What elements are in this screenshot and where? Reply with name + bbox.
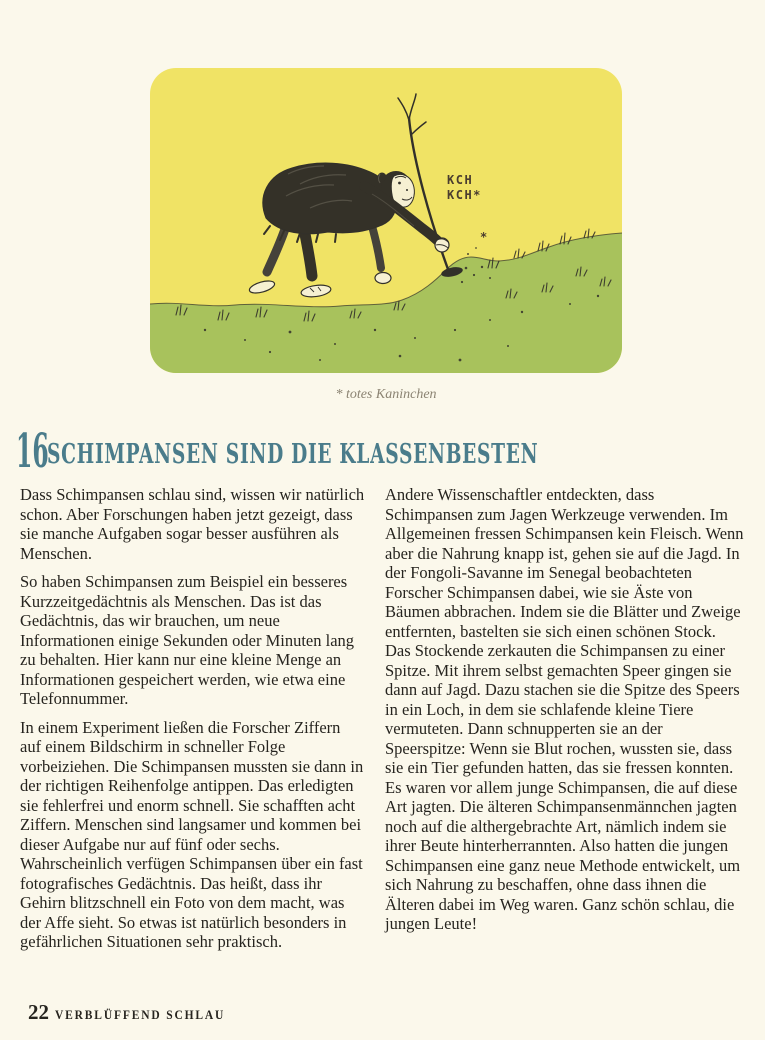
- article-columns: [20, 485, 745, 952]
- chimp-far-hand: [375, 273, 391, 284]
- sound-effect-line1: KCH: [447, 173, 474, 187]
- chimp-nostril: [406, 189, 408, 191]
- paragraph: In einem Experiment ließen die Forscher Ziffern auf einem Bildschirm in schneller Folge vorbeiziehen. Die Schimpansen mussten sie dann in der richtigen Reihenfolge antippen. Das erledigten sie fehlerfrei und enorm schnell. Sie schafften acht Ziffern. Menschen sind langsamer und kommen bei dieser Aufgabe nur auf fünf oder sechs. Wahrscheinlich verfügen Schimpansen über ein fast fotografisches Gedächtnis. Das heißt, dass ihr Gehirn blitzschnell ein Foto von dem macht, was der Affe sieht. So etwas ist natürlich besonders in gefährlichen Situationen sehr praktisch.: [20, 717, 364, 951]
- chapter-title: SCHIMPANSEN SIND DIE KLASSENBESTEN: [47, 439, 539, 470]
- page-number: 22: [28, 1000, 49, 1024]
- right-column: [385, 485, 745, 952]
- illustration-card: [150, 68, 622, 373]
- left-column: [20, 485, 365, 952]
- footnote-asterisk: *: [480, 230, 488, 244]
- chimp-near-foot: [300, 283, 331, 298]
- book-title: VERBLÜFFEND SCHLAU: [55, 1008, 226, 1022]
- chimp-eye: [398, 182, 401, 185]
- paragraph: Andere Wissenschaftler entdeckten, dass Schimpansen zum Jagen Werkzeuge verwenden. Im Allgemeinen fressen Schimpansen kein Fleisch. Wenn aber die Nahrung knapp ist, gehen sie auf die Jagd. In der Fongoli-Savanne im Senegal beobachteten Forscher Schimpansen dabei, wie sie Äste von Bäumen abbrachen. Indem sie die Blätter und Zweige entfernten, bastelten sie sich einen schönen Stock. Das Stockende zerkauten die Schimpansen zu einer Spitze. Mit ihrem selbst gemachten Speer gingen sie dann auf Jagd. Dazu stachen sie die Spitze des Speers in ein Loch, in dem sie schlafende kleine Tiere vermuteten. Dann schnupperten sie an der Speerspitze: Wenn sie Blut rochen, wussten sie, dass sie ein Tier gefunden hatten, das sie fressen konnten. Es waren vor allem junge Schimpansen, die auf diese Art jagten. Die älteren Schimpansenmännchen jagten noch auf die althergebrachte Art, nämlich indem sie ihrer Beute hinterherrannten. Also hatten die jungen Schimpansen eine ganz neue Methode entwickelt, um sich Nahrung zu beschaffen, ohne dass ihnen die Älteren dabei im Weg waren. Ganz schön schlau, die jungen Leute!: [385, 485, 744, 933]
- chapter-header: [16, 424, 759, 479]
- page-footer: [28, 1000, 240, 1025]
- illustration-caption: * totes Kaninchen: [335, 387, 437, 402]
- chimpanzee-illustration: [150, 68, 622, 373]
- chimpanzee: [248, 163, 449, 298]
- paragraph: So haben Schimpansen zum Beispiel ein besseres Kurzzeitgedächtnis als Menschen. Das ist das Gedächtnis, das wir brauchen, um neue Informationen einige Sekunden oder Minuten lang zu behalten. Hier kann nur eine kleine Menge an Informationen gespeichert werden, wie etwa eine Telefonnummer.: [20, 572, 355, 708]
- grass-hill: [150, 233, 622, 373]
- sound-effect-line2: KCH*: [447, 188, 482, 202]
- paragraph: Dass Schimpansen schlau sind, wissen wir natürlich schon. Aber Forschungen haben jetzt gezeigt, dass sie manche Aufgaben sogar besser ausführen als Menschen.: [20, 485, 365, 563]
- chapter-number: 16: [16, 424, 49, 479]
- chimp-far-foot: [248, 279, 276, 296]
